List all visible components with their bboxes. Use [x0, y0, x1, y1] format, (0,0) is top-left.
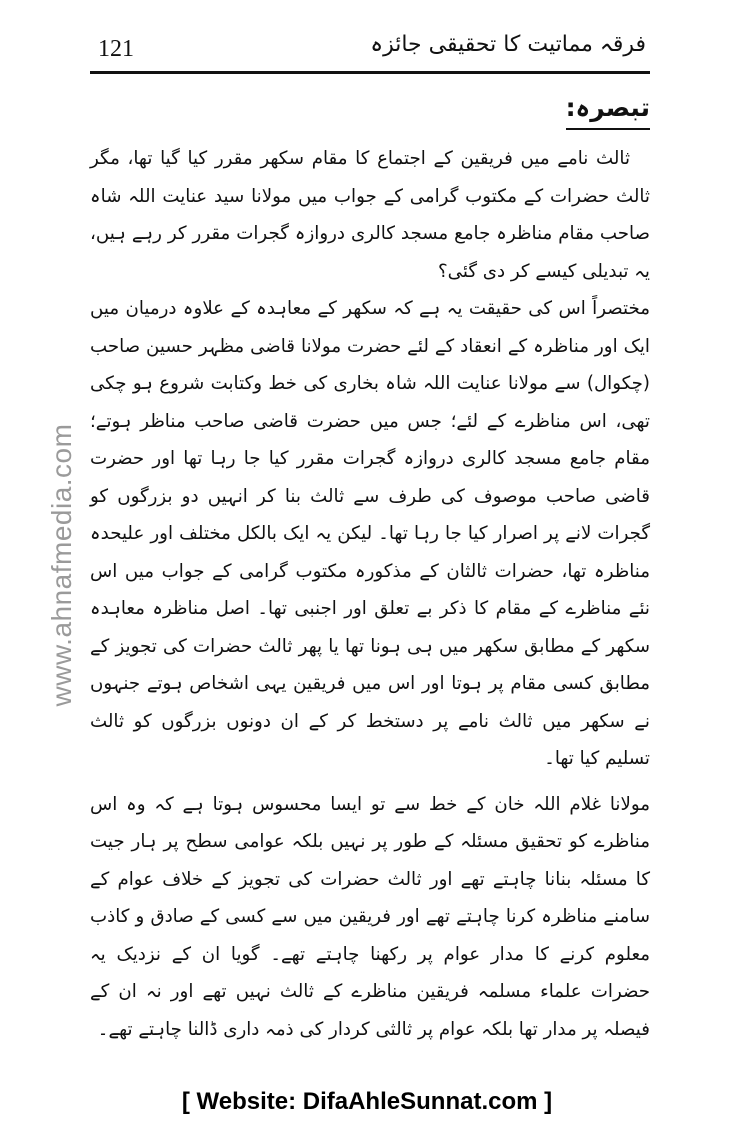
running-title: فرقہ مماتیت کا تحقیقی جائزہ: [370, 32, 646, 57]
paragraph-1: ثالث نامے میں فریقین کے اجتماع کا مقام سکھر مقرر کیا گیا تھا، مگر ثالث حضرات کے مکتوب گرامی کے جواب میں مولانا سید عنایت اللہ شاہ صاحب مقام مناظرہ جامع مسجد کالری دروازہ گجرات مقرر کر رہے ہیں، یہ تبدیلی کیسے کر دی گئی؟: [90, 148, 650, 282]
watermark: www.ahnafmedia.com: [46, 423, 77, 707]
paragraph-2: مختصراً اس کی حقیقت یہ ہے کہ سکھر کے معاہدہ کے علاوہ درمیان میں ایک اور مناظرہ کے انعقاد کے لئے حضرت مولانا قاضی مظہر حسین صاحب (چکوال) سے مولانا عنایت اللہ شاہ بخاری کی خط وکتابت شروع ہو چکی تھی، اس مناظرے کے لئے؛ جس میں حضرت قاضی صاحب مناظر ہوتے؛ مقام جامع مسجد کالری دروازہ گجرات مقرر کیا جا رہا تھا اور حضرت قاضی صاحب موصوف کی طرف سے ثالث بنا کر انہیں دو بزرگوں کو گجرات لانے پر اصرار کیا جا رہا تھا۔ لیکن یہ ایک بالکل مختلف اور علیحدہ مناظرہ تھا، حضرات ثالثان کے مذکورہ مکتوب گرامی کے جواب میں اس نئے مناظرے کے مقام کا ذکر بے تعلق اور اجنبی تھا۔ اصل مناظرہ معاہدہ سکھر کے مطابق سکھر میں ہی ہونا تھا یا پھر ثالث حضرات کی تجویز کے مطابق کسی مقام پر ہوتا اور اس میں فریقین یہی اشخاص ہوتے جنہوں نے سکھر میں ثالث نامے پر دستخط کر کے ان دونوں بزرگوں کو ثالث تسلیم کیا تھا۔: [90, 298, 650, 769]
paragraph-3: مولانا غلام اللہ خان کے خط سے تو ایسا محسوس ہوتا ہے کہ وہ اس مناظرے کو تحقیق مسئلہ کے طور پر نہیں بلکہ عوامی سطح پر ہار جیت کا مسئلہ بنانا چاہتے تھے اور ثالث حضرات کی تجویز کے خلاف عوام کے سامنے مناظرہ کرنا چاہتے تھے اور فریقین میں سے کسی کے صادق و کاذب معلوم کرنے کا مدار عوام پر رکھنا چاہتے تھے۔ گویا ان کے نزدیک یہ حضرات علماء مسلمہ فریقین مناظرے کے ثالث نہیں تھے اور نہ ان کے فیصلہ پر مدار تھا بلکہ عوام پر ثالثی کردار کی ذمہ داری ڈالنا چاہتے تھے۔: [90, 793, 650, 1040]
page-number: 121: [98, 36, 134, 62]
page-header: [90, 30, 650, 74]
section-heading: تبصرہ:: [566, 88, 650, 130]
footer-website: [ Website: DifaAhleSunnat.com ]: [181, 1088, 553, 1115]
header-rule: [90, 71, 650, 74]
page-body: [90, 88, 650, 1048]
